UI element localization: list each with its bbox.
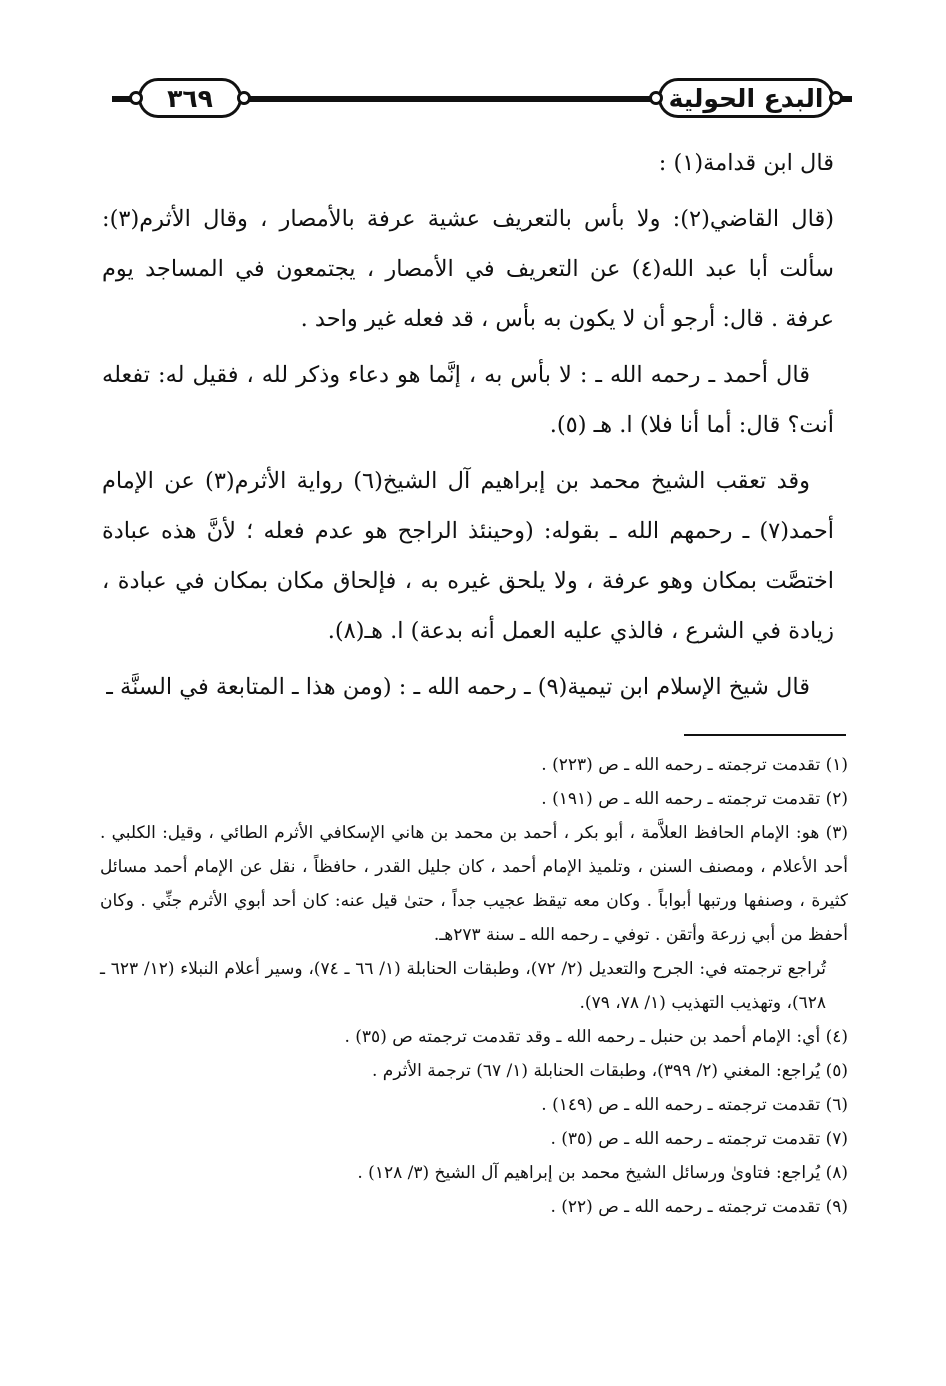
- footnote-continuation: تُراجع ترجمته في: الجرح والتعديل (٢/ ٧٢)، وطبقات الحنابلة (١/ ٦٦ ـ ٧٤)، وسير أعلام النبلاء (١٢/ ٦٢٣ ـ ٦٢٨)، وتهذيب التهذيب (١/ ٧٨، ٧٩).: [100, 959, 826, 1013]
- footnote: (٧) تقدمت ترجمته ـ رحمه الله ـ ص (٣٥) .: [550, 1129, 848, 1149]
- footnote: (٤) أي: الإمام أحمد بن حنبل ـ رحمه الله ـ وقد تقدمت ترجمته ص (٣٥) .: [344, 1027, 848, 1047]
- footnotes: [100, 748, 848, 1224]
- footnote: (٦) تقدمت ترجمته ـ رحمه الله ـ ص (١٤٩) .: [541, 1095, 848, 1115]
- page-number: [138, 78, 242, 118]
- footnote-separator: [684, 734, 846, 736]
- footnote: (٩) تقدمت ترجمته ـ رحمه الله ـ ص (٢٢) .: [550, 1197, 848, 1217]
- paragraph: قال ابن قدامة(١) :: [658, 150, 834, 176]
- paragraph: (قال القاضي(٢): ولا بأس بالتعريف عشية عرفة بالأمصار ، وقال الأثرم(٣): سألت أبا عبد الله(٤) عن التعريف في الأمصار ، يجتمعون في المساجد يوم عرفة . قال: أرجو أن لا يكون به بأس ، قد فعله غير واحد .: [102, 206, 835, 332]
- paragraph: قال شيخ الإسلام ابن تيمية(٩) ـ رحمه الله ـ : (ومن هذا ـ المتابعة في السنَّة ـ: [106, 674, 810, 700]
- page-header: [112, 76, 852, 124]
- paragraph: وقد تعقب الشيخ محمد بن إبراهيم آل الشيخ(٦) رواية الأثرم(٣) عن الإمام أحمد(٧) ـ رحمهم الله ـ بقوله: (وحينئذ الراجح هو عدم فعله ؛ لأنَّ هذه عبادة اختصَّت بمكان وهو عرفة ، ولا يلحق غيره به ، فإلحاق مكان بمكان في عبادة ، زيادة في الشرع ، فالذي عليه العمل أنه بدعة) ا. هـ(٨).: [102, 468, 834, 644]
- footnote: (١) تقدمت ترجمته ـ رحمه الله ـ ص (٢٢٣) .: [541, 755, 848, 775]
- footnote: (٥) يُراجع: المغني (٢/ ٣٩٩)، وطبقات الحنابلة (١/ ٦٧) ترجمة الأثرم .: [372, 1061, 848, 1081]
- footnote: (٨) يُراجع: فتاوىٰ ورسائل الشيخ محمد بن إبراهيم آل الشيخ (٣/ ١٢٨) .: [357, 1163, 848, 1183]
- footnote: (٢) تقدمت ترجمته ـ رحمه الله ـ ص (١٩١) .: [541, 789, 848, 809]
- main-text: [102, 138, 834, 718]
- plaque-cap-left: [649, 91, 663, 105]
- footnote: (٣) هو: الإمام الحافظ العلاَّمة ، أبو بكر ، أحمد بن محمد بن هاني الإسكافي الأثرم الطائي ، وقيل: الكلبي . أحد الأعلام ، ومصنف السنن ، وتلميذ الإمام أحمد ، كان جليل القدر ، حافظاً ، نقل عن الإمام أحمد مسائل كثيرة ، وصنفها ورتبها أبواباً . وكان معه تيقظ عجيب جداً ، حتىٰ قيل عنه: كان أحد أبوي الأثرم جنِّي . وكان أحفظ من أبي زرعة وأتقن . توفي ـ رحمه الله ـ سنة ٢٧٣هـ.: [100, 823, 848, 945]
- running-title-text: البدع الحولية: [668, 83, 824, 113]
- plaque-cap-right: [829, 91, 843, 105]
- page-number-text: ٣٦٩: [167, 83, 213, 113]
- plaque-cap-right: [237, 91, 251, 105]
- running-title: [658, 78, 834, 118]
- paragraph: قال أحمد ـ رحمه الله ـ : لا بأس به ، إنَّما هو دعاء وذكر لله ، فقيل له: تفعله أنت؟ قال: أما أنا فلا) ا. هـ (٥).: [102, 362, 834, 438]
- plaque-cap-left: [129, 91, 143, 105]
